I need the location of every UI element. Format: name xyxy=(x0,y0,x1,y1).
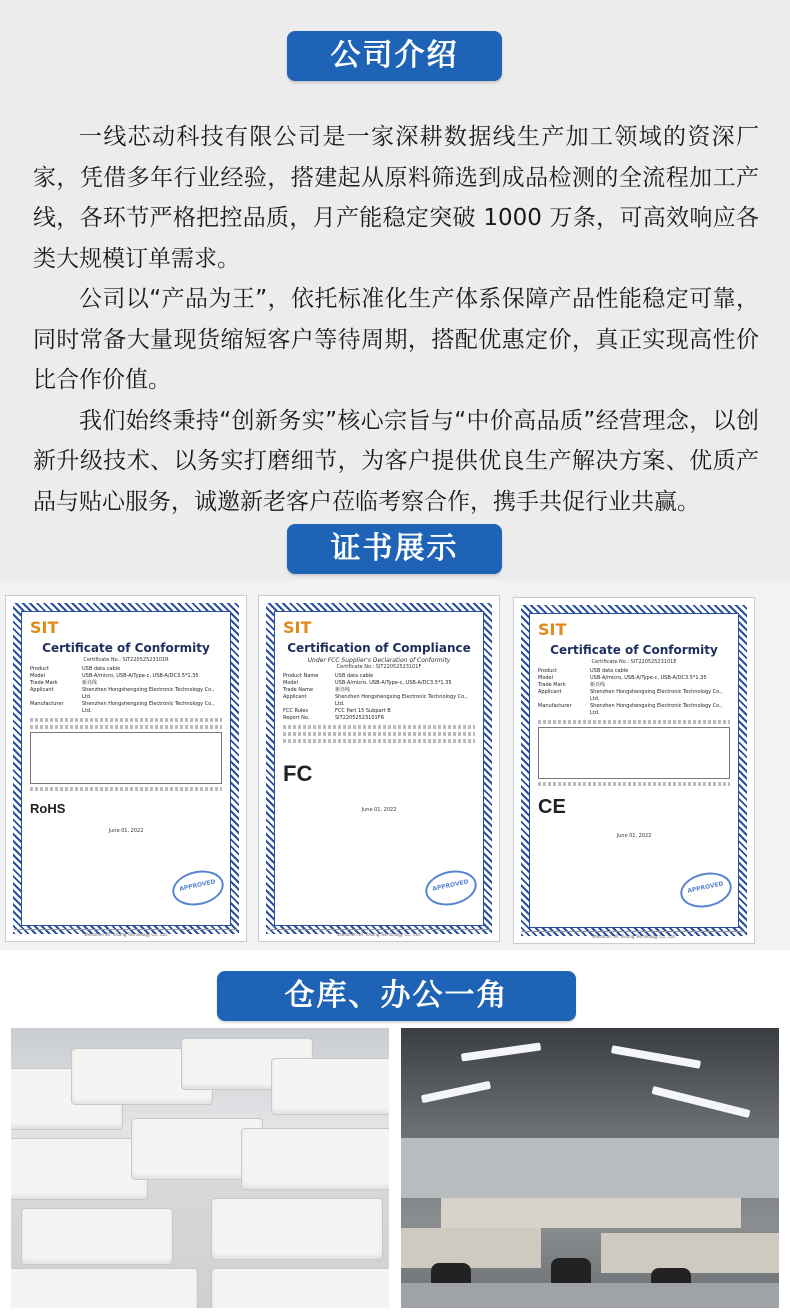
ceiling-light xyxy=(652,1086,751,1118)
field-row: Report No. SIT22052523101FR xyxy=(283,715,385,721)
company-intro xyxy=(33,117,759,522)
text-line xyxy=(283,739,475,743)
field-row: Product USB data cable xyxy=(538,668,629,674)
stock-bag xyxy=(21,1208,173,1265)
approved-stamp: APPROVED xyxy=(422,866,480,910)
stock-bag xyxy=(271,1058,389,1115)
office-photo xyxy=(401,1028,779,1308)
field-row: Applicant Shenzhen Hongshengxing Electronic Technology Co., Ltd. xyxy=(30,687,215,700)
certificate-date: June 01, 2022 xyxy=(361,807,397,813)
stock-bag xyxy=(211,1198,383,1260)
intro-section-title: 公司介绍 xyxy=(287,31,502,81)
certificate-number: Certificate No.: SIT22052523101R xyxy=(83,657,169,663)
field-row: Model USB-A/micro, USB-A/Type-c, USB-A/DC3.5*1.35 xyxy=(30,673,199,679)
field-row: Manufacturer Shenzhen Hongshengxing Electronic Technology Co., Ltd. xyxy=(538,703,723,716)
field-row: Applicant Shenzhen Hongshengxing Electronic Technology Co., Ltd. xyxy=(283,694,468,707)
text-line xyxy=(30,725,222,729)
field-row: Product Name USB data cable xyxy=(283,673,374,679)
certificate-footer: Shenzhen SIT Testing Technology Co., Ltd. xyxy=(267,929,491,937)
certificate-title: Certificate of Conformity xyxy=(550,643,718,657)
office-desk xyxy=(441,1198,741,1228)
rohs-mark: RoHS xyxy=(30,801,66,816)
certificate-title: Certificate of Conformity xyxy=(42,641,210,655)
certificate-date: June 01, 2022 xyxy=(108,828,144,834)
sit-logo: SIT xyxy=(538,620,567,639)
certificate-fields xyxy=(538,668,730,717)
certificate-fcc xyxy=(258,595,500,942)
fcc-mark: FC xyxy=(283,761,313,786)
office-section-title: 仓库、办公一角 xyxy=(217,971,576,1021)
text-line xyxy=(538,782,730,786)
field-row: Trade Mark 新亮线 xyxy=(30,680,98,686)
intro-paragraph-2: 公司以“产品为王”，依托标准化生产体系保障产品性能稳定可靠，同时常备大量现货缩短客户等待周期，搭配优惠定价，真正实现高性价比合作价值。 xyxy=(33,286,759,393)
field-row: Manufacturer Shenzhen Hongshengxing Electronic Technology Co., Ltd. xyxy=(30,701,215,714)
text-line xyxy=(30,787,222,791)
text-line xyxy=(538,720,730,724)
cert-section-title: 证书展示 xyxy=(287,524,502,574)
ceiling-light xyxy=(611,1045,701,1069)
certificate-footer: Shenzhen SIT Testing Technology Co., Ltd. xyxy=(14,929,238,937)
floor xyxy=(401,1283,779,1308)
approved-stamp: APPROVED xyxy=(169,866,227,910)
standards-table xyxy=(538,727,730,779)
certificate-number: Certificate No.: SIT22052523101F xyxy=(336,664,422,670)
standards-table xyxy=(30,732,222,784)
field-row: Applicant Shenzhen Hongshengxing Electronic Technology Co., Ltd. xyxy=(538,689,723,702)
certificate-footer: Shenzhen SIT Testing Technology Co., Ltd. xyxy=(522,931,746,939)
field-row: Product USB data cable xyxy=(30,666,121,672)
back-wall xyxy=(401,1138,779,1198)
ceiling-light xyxy=(421,1081,491,1103)
field-row: Trade Name 新亮线 xyxy=(283,687,351,693)
office-desk xyxy=(601,1233,779,1273)
text-line xyxy=(283,725,475,729)
approved-stamp: APPROVED xyxy=(677,868,735,912)
intro-paragraph-1: 一线芯动科技有限公司是一家深耕数据线生产加工领域的资深厂家，凭借多年行业经验，搭建起从原料筛选到成品检测的全流程加工产线，各环节严格把控品质，月产能稳定突破 1000 万条，可高效响应各类大规模订单需求。 xyxy=(33,124,759,272)
certificate-number: Certificate No.: SIT22052523101E xyxy=(591,659,677,665)
certificate-date: June 01, 2022 xyxy=(616,833,652,839)
stock-bag xyxy=(11,1268,198,1308)
field-row: FCC Rules FCC Part 15 Subpart B xyxy=(283,708,391,714)
certificate-fields xyxy=(30,666,222,715)
ceiling-light xyxy=(461,1042,541,1061)
certificate-title: Certification of Compliance xyxy=(287,641,471,655)
stock-bag xyxy=(241,1128,389,1190)
field-row: Model USB-A/micro, USB-A/Type-c, USB-A/DC3.5*1.35 xyxy=(538,675,707,681)
field-row: Trade Mark 新亮线 xyxy=(538,682,606,688)
text-line xyxy=(283,732,475,736)
warehouse-photo xyxy=(11,1028,389,1308)
certificate-fields xyxy=(283,673,475,722)
certificate-ce xyxy=(513,597,755,944)
stock-bag xyxy=(211,1268,389,1308)
ce-mark: CE xyxy=(538,796,566,818)
stock-bag xyxy=(11,1138,148,1200)
field-row: Model USB-A/micro, USB-A/Type-c, USB-A/DC3.5*1.35 xyxy=(283,680,452,686)
text-line xyxy=(30,718,222,722)
sit-logo: SIT xyxy=(283,618,312,637)
sit-logo: SIT xyxy=(30,618,59,637)
certificate-subtitle: Under FCC Supplier's Declaration of Conformity xyxy=(307,657,451,664)
intro-paragraph-3: 我们始终秉持“创新务实”核心宗旨与“中价高品质”经营理念，以创新升级技术、以务实打磨细节，为客户提供优良生产解决方案、优质产品与贴心服务，诚邀新老客户莅临考察合作，携手共促行业共赢。 xyxy=(33,407,759,515)
office-desk xyxy=(401,1228,541,1268)
certificate-rohs xyxy=(5,595,247,942)
